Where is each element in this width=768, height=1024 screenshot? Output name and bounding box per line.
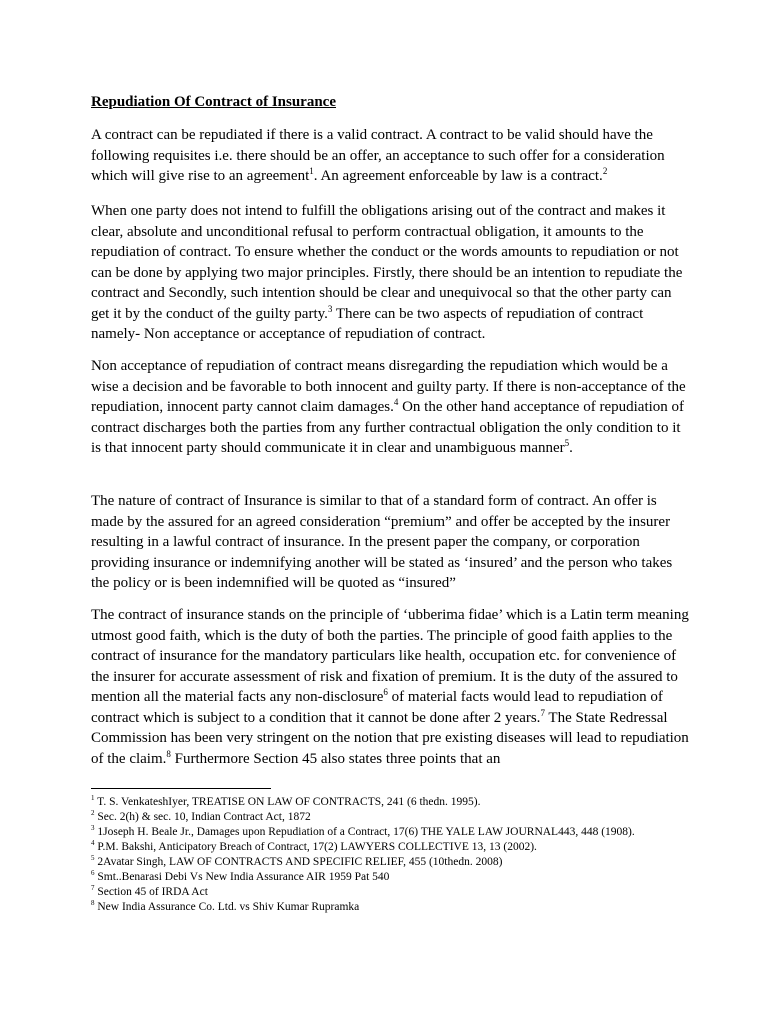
paragraph-2 [91, 201, 689, 345]
footnote-number: 6 [91, 869, 95, 878]
footnote-item [91, 855, 691, 870]
footnote-text: New India Assurance Co. Ltd. vs Shiv Kumar Rupramka [94, 901, 360, 913]
footnote-text: 2Avatar Singh, LAW OF CONTRACTS AND SPECIFIC RELIEF, 455 (10thedn. 2008) [94, 856, 503, 868]
footnote-text: Sec. 2(h) & sec. 10, Indian Contract Act, 1872 [94, 811, 311, 823]
footnote-item [91, 840, 691, 855]
footnote-ref[interactable]: 3 [327, 303, 333, 314]
footnote-text: Section 45 of IRDA Act [94, 886, 208, 898]
footnote-ref[interactable]: 7 [540, 707, 545, 718]
footnote-number: 4 [91, 839, 95, 848]
paragraph-text: The contract of insurance stands on the principle of ‘ubberima fidae’ which is a Latin term meaning utmost good faith, which is the duty of both the parties. The principle of good faith applies to the contract of insurance for the mandatory particulars like health, occupation etc. for convenience of the insurer for accurate assessment of risk and fixation of premium. It is the duty of the assured to mention all the material facts any non-disclosure [91, 607, 689, 705]
paragraph-text: A contract can be repudiated if there is a valid contract. A contract to be valid should have the following requisites i.e. there should be an offer, an acceptance to such offer for a consideration which will give rise to an agreement [91, 127, 665, 184]
footnote-item [91, 900, 691, 915]
footnote-text: P.M. Bakshi, Anticipatory Breach of Contract, 17(2) LAWYERS COLLECTIVE 13, 13 (2002). [94, 841, 537, 853]
footnote-number: 1 [91, 794, 95, 803]
footnote-ref[interactable]: 1 [309, 166, 314, 176]
paragraph-text: of material facts would lead to repudiation of contract which is subject to a condition that it cannot be done after 2 years. [91, 689, 663, 726]
footnote-item [91, 870, 691, 885]
document-title: Repudiation Of Contract of Insurance [91, 94, 337, 110]
footnote-ref[interactable]: 5 [564, 438, 570, 448]
paragraph-text: On the other hand acceptance of repudiation of contract discharges both the parties from any further contractual obligation the only condition to it is that innocent party should communicate it in clear and unambiguous manner [91, 399, 685, 456]
footnote-item [91, 825, 691, 840]
paragraph-text: The State Redressal Commission has been very stringent on the notion that pre existing diseases will lead to repudiation of the claim. [91, 709, 689, 767]
paragraph-text: Furthermore Section 45 also states three points that an [170, 750, 501, 767]
footnote-ref[interactable]: 6 [383, 687, 388, 697]
footnote-ref[interactable]: 2 [602, 166, 608, 176]
paragraph-text: The nature of contract of Insurance is similar to that of a standard form of contract. An offer is made by the assured for an agreed consideration “premium” and offer be accepted by the insurer resulting in a lawful contract of insurance. In the present paper the company, or corporation providing insurance or indemnifying another will be stated as ‘insured’ and the person who takes the policy or is been indemnified will be quoted as “insured” [91, 493, 673, 591]
footnote-number: 2 [91, 809, 95, 818]
footnote-number: 3 [91, 824, 95, 833]
paragraph-3 [91, 356, 689, 459]
paragraph-text: . An agreement enforceable by law is a contract. [313, 168, 603, 184]
footnote-item [91, 795, 691, 810]
footnote-item [91, 885, 691, 900]
paragraph-1 [91, 125, 689, 187]
paragraph-text: Non acceptance of repudiation of contract means disregarding the repudiation which would be a wise a decision and be favorable to both innocent and guilty party. If there is non-acceptance of the repudiation, innocent party cannot claim damages. [91, 358, 686, 415]
footnote-text: T. S. VenkateshIyer, TREATISE ON LAW OF CONTRACTS, 241 (6 thedn. 1995). [94, 796, 481, 808]
footnote-text: Smt..Benarasi Debi Vs New India Assurance AIR 1959 Pat 540 [94, 871, 390, 883]
footnote-text: 1Joseph H. Beale Jr., Damages upon Repudiation of a Contract, 17(6) THE YALE LAW JOURNAL443, 448 (1908). [94, 826, 635, 838]
paragraph-text: . [569, 440, 573, 456]
footnote-separator [91, 788, 271, 789]
paragraph-text: There can be two aspects of repudiation of contract namely- Non acceptance or acceptance of repudiation of contract. [91, 305, 644, 342]
paragraph-5 [91, 605, 689, 769]
footnote-ref[interactable]: 8 [166, 748, 171, 759]
footnote-number: 5 [91, 854, 95, 863]
footnote-item [91, 810, 691, 825]
footnotes [91, 795, 691, 915]
footnote-ref[interactable]: 4 [393, 397, 399, 407]
paragraph-text: When one party does not intend to fulfill the obligations arising out of the contract and makes it clear, absolute and unconditional refusal to perform contractual obligation, it amounts to the repudiation of contract. To ensure whether the conduct or the words amounts to repudiation or not can be done by applying two major principles. Firstly, there should be an intention to repudiate the contract and Secondly, such intention should be clear and unequivocal so that the other party can get it by the conduct of the guilty party. [91, 203, 683, 322]
paragraph-4 [91, 491, 689, 594]
footnote-number: 7 [91, 884, 95, 893]
footnote-number: 8 [91, 899, 95, 908]
